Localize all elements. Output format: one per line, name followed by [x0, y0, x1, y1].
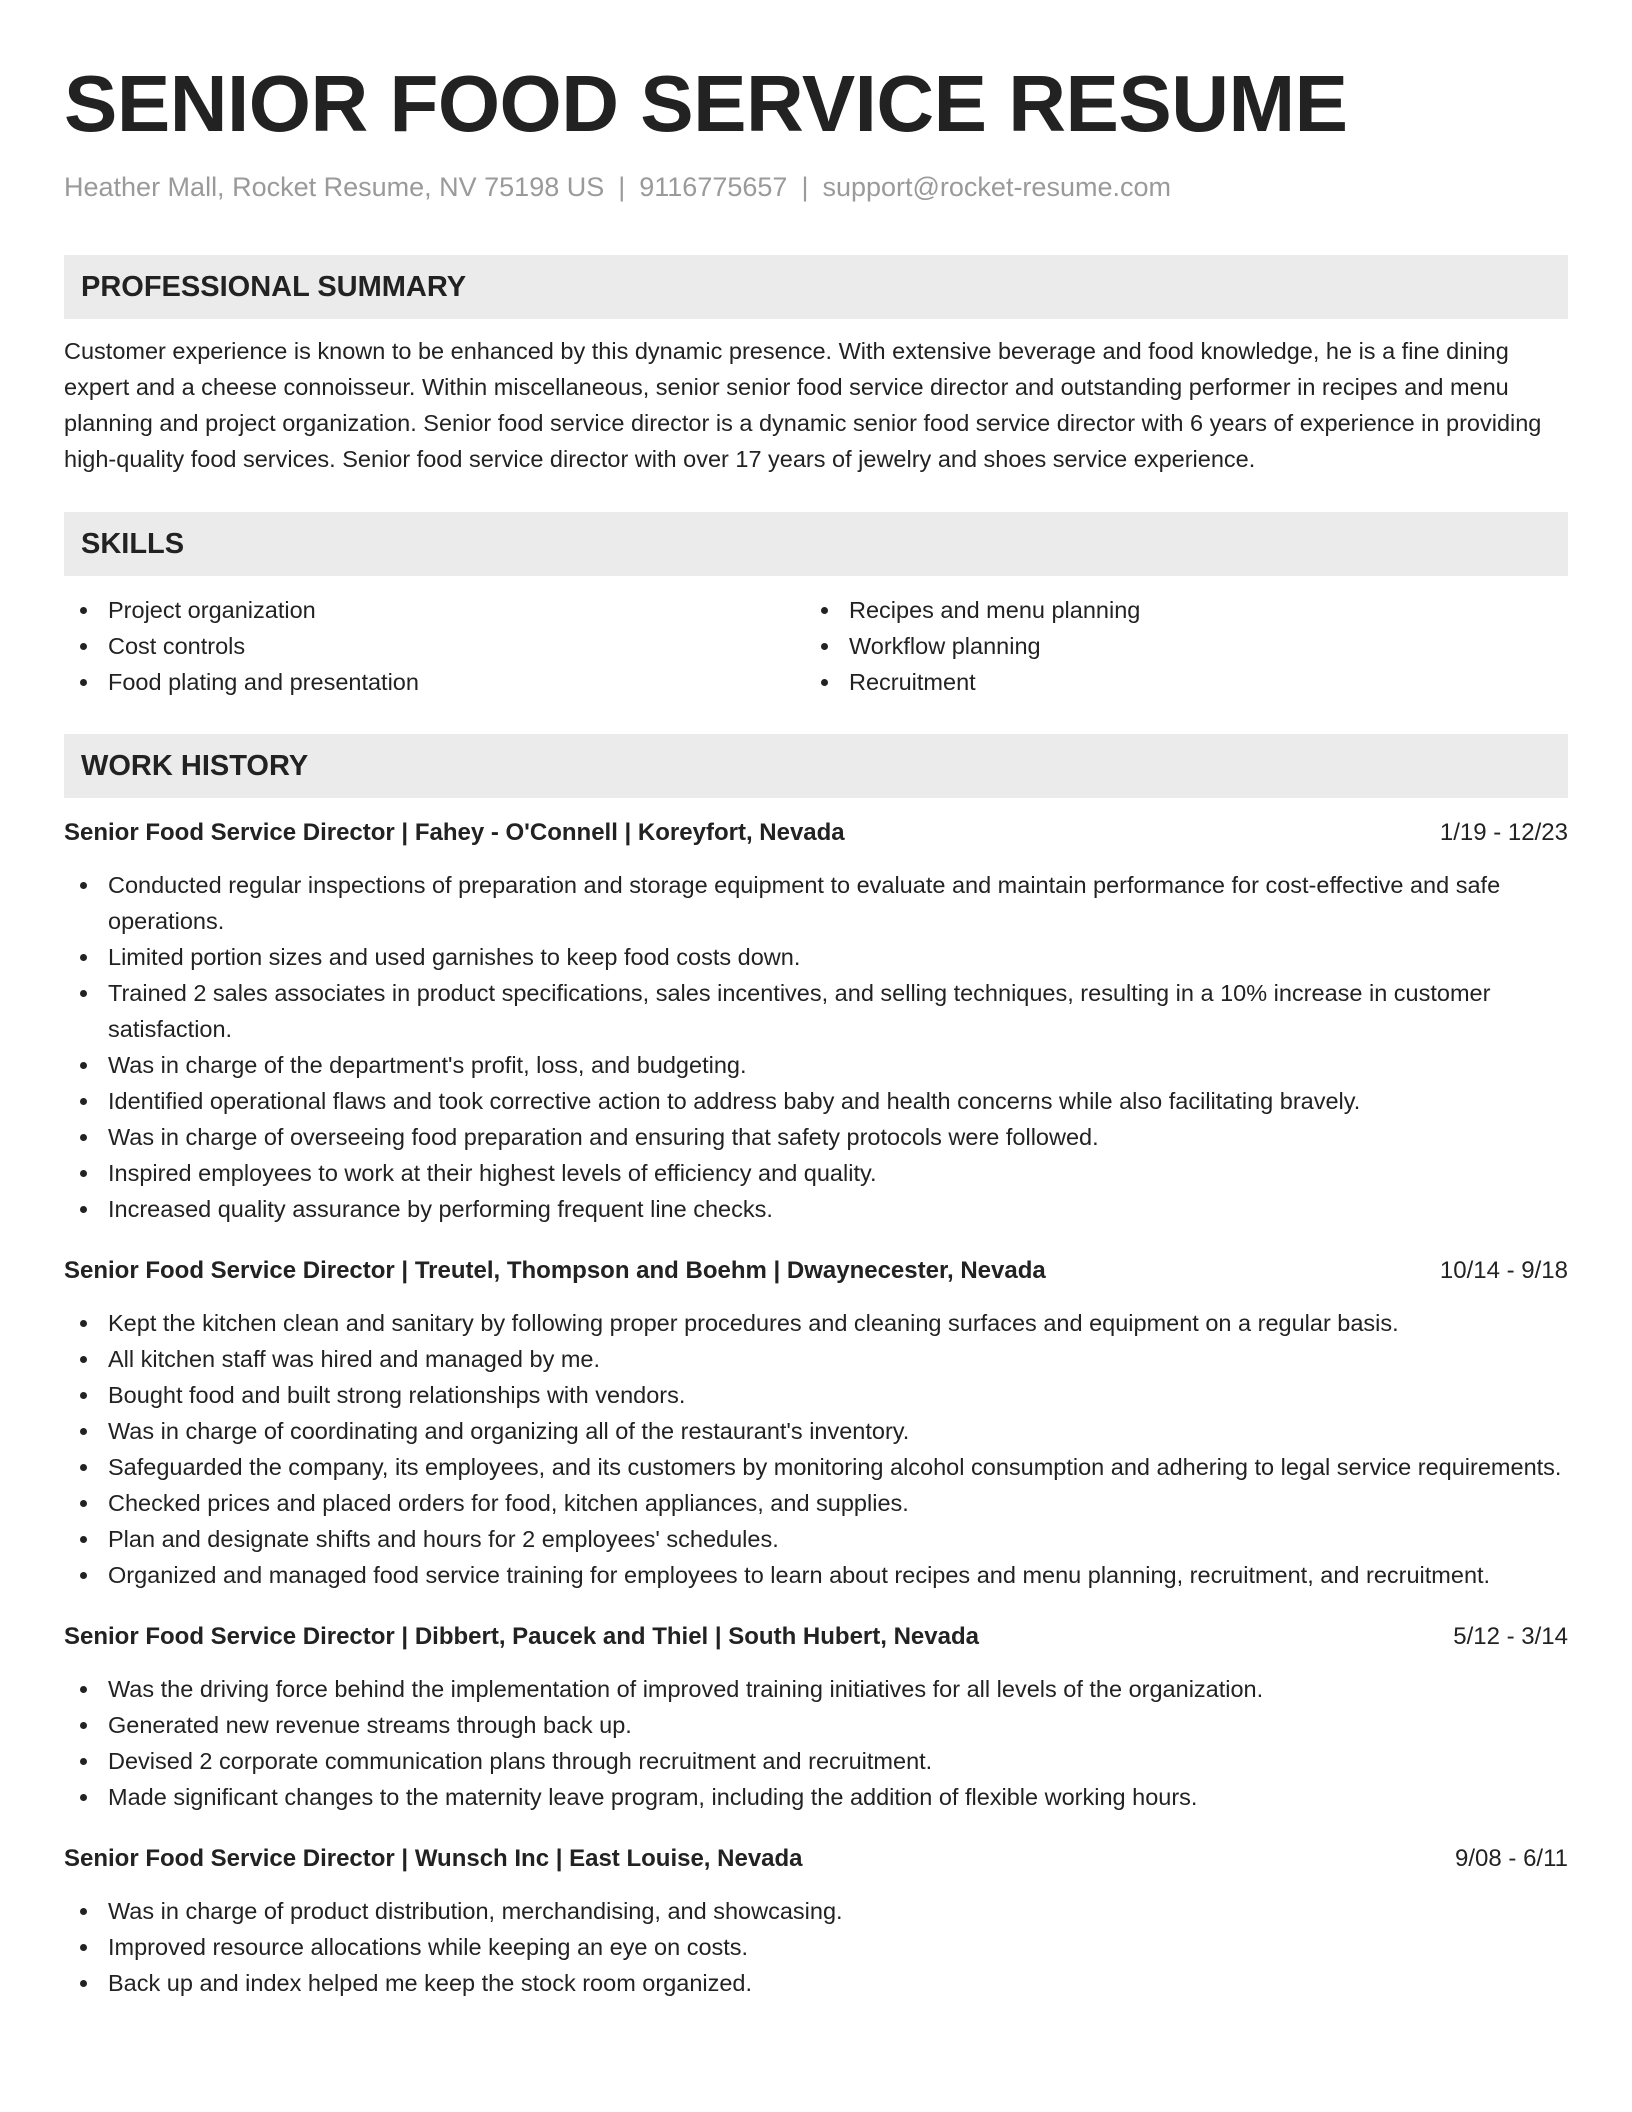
job-bullet: Was the driving force behind the implementation of improved training initiatives for all levels of the organization. — [64, 1671, 1568, 1707]
job-bullet-list — [64, 1893, 1568, 2001]
job-bullet: Inspired employees to work at their highest levels of efficiency and quality. — [64, 1155, 1568, 1191]
job-header — [64, 1842, 1568, 1876]
job-bullet: Was in charge of overseeing food preparation and ensuring that safety protocols were followed. — [64, 1119, 1568, 1155]
job-bullet: Bought food and built strong relationships with vendors. — [64, 1377, 1568, 1413]
job-entry — [64, 1620, 1568, 1815]
summary-text: Customer experience is known to be enhanced by this dynamic presence. With extensive beverage and food knowledge, he is a fine dining expert and a cheese connoisseur. Within miscellaneous, senior senior food service director and outstanding performer in recipes and menu planning and project organization. Senior food service director is a dynamic senior food service director with 6 years of experience in providing high-quality food services. Senior food service director with over 17 years of jewelry and shoes service experience. — [64, 338, 1542, 472]
job-header — [64, 1620, 1568, 1654]
contact-email: support@rocket-resume.com — [822, 172, 1171, 202]
contact-address: Heather Mall, Rocket Resume, NV 75198 US — [64, 172, 605, 202]
job-bullet: Made significant changes to the maternity leave program, including the addition of flexible working hours. — [64, 1779, 1568, 1815]
skill-item: Cost controls — [64, 628, 805, 664]
job-title: Senior Food Service Director | Treutel, Thompson and Boehm | Dwaynecester, Nevada — [64, 1257, 1046, 1284]
job-bullet: Generated new revenue streams through back up. — [64, 1707, 1568, 1743]
job-bullet: Conducted regular inspections of preparation and storage equipment to evaluate and maintain performance for cost-effective and safe operations. — [64, 867, 1568, 939]
skill-item: Recruitment — [805, 664, 1568, 700]
section-heading-skills: SKILLS — [64, 512, 1568, 576]
job-entry — [64, 1842, 1568, 2001]
job-dates: 9/08 - 6/11 — [1455, 1845, 1568, 1872]
resume-title: SENIOR FOOD SERVICE RESUME — [64, 59, 1348, 148]
job-title: Senior Food Service Director | Wunsch Inc | East Louise, Nevada — [64, 1845, 803, 1872]
job-dates: 1/19 - 12/23 — [1439, 819, 1568, 846]
job-bullet: Was in charge of coordinating and organizing all of the restaurant's inventory. — [64, 1413, 1568, 1449]
job-entry — [64, 1254, 1568, 1593]
job-bullet: Limited portion sizes and used garnishes to keep food costs down. — [64, 939, 1568, 975]
contact-separator: | — [801, 172, 809, 202]
job-header — [64, 816, 1568, 850]
skill-item: Recipes and menu planning — [805, 592, 1568, 628]
job-bullet: Was in charge of the department's profit, loss, and budgeting. — [64, 1047, 1568, 1083]
skill-item: Project organization — [64, 592, 805, 628]
section-heading-summary: PROFESSIONAL SUMMARY — [64, 255, 1568, 319]
job-bullet: All kitchen staff was hired and managed by me. — [64, 1341, 1568, 1377]
skill-item: Food plating and presentation — [64, 664, 805, 700]
job-bullet-list — [64, 1305, 1568, 1593]
job-dates: 10/14 - 9/18 — [1439, 1257, 1568, 1284]
job-bullet: Plan and designate shifts and hours for 2 employees' schedules. — [64, 1521, 1568, 1557]
contact-separator: | — [618, 172, 626, 202]
job-title: Senior Food Service Director | Dibbert, Paucek and Thiel | South Hubert, Nevada — [64, 1623, 979, 1650]
skills-list-left — [64, 592, 805, 700]
job-bullet: Was in charge of product distribution, merchandising, and showcasing. — [64, 1893, 1568, 1929]
job-dates: 5/12 - 3/14 — [1453, 1623, 1568, 1650]
job-bullet: Devised 2 corporate communication plans through recruitment and recruitment. — [64, 1743, 1568, 1779]
skills-grid — [64, 592, 1568, 700]
job-entry — [64, 816, 1568, 1227]
job-bullet: Increased quality assurance by performing frequent line checks. — [64, 1191, 1568, 1227]
job-bullet: Kept the kitchen clean and sanitary by following proper procedures and cleaning surfaces and equipment on a regular basis. — [64, 1305, 1568, 1341]
job-header — [64, 1254, 1568, 1288]
job-bullet: Identified operational flaws and took corrective action to address baby and health concerns while also facilitating bravely. — [64, 1083, 1568, 1119]
section-heading-work-history: WORK HISTORY — [64, 734, 1568, 798]
job-bullet-list — [64, 1671, 1568, 1815]
contact-line — [64, 170, 1568, 204]
job-title: Senior Food Service Director | Fahey - O'Connell | Koreyfort, Nevada — [64, 819, 845, 846]
job-bullet: Organized and managed food service training for employees to learn about recipes and menu planning, recruitment, and recruitment. — [64, 1557, 1568, 1593]
job-bullet: Checked prices and placed orders for food, kitchen appliances, and supplies. — [64, 1485, 1568, 1521]
job-bullet: Improved resource allocations while keeping an eye on costs. — [64, 1929, 1568, 1965]
skills-list-right — [805, 592, 1568, 700]
skill-item: Workflow planning — [805, 628, 1568, 664]
contact-phone: 9116775657 — [639, 172, 788, 202]
job-bullet: Trained 2 sales associates in product specifications, sales incentives, and selling techniques, resulting in a 10% increase in customer satisfaction. — [64, 975, 1568, 1047]
job-bullet-list — [64, 867, 1568, 1227]
job-bullet: Safeguarded the company, its employees, and its customers by monitoring alcohol consumption and adhering to legal service requirements. — [64, 1449, 1568, 1485]
job-bullet: Back up and index helped me keep the stock room organized. — [64, 1965, 1568, 2001]
